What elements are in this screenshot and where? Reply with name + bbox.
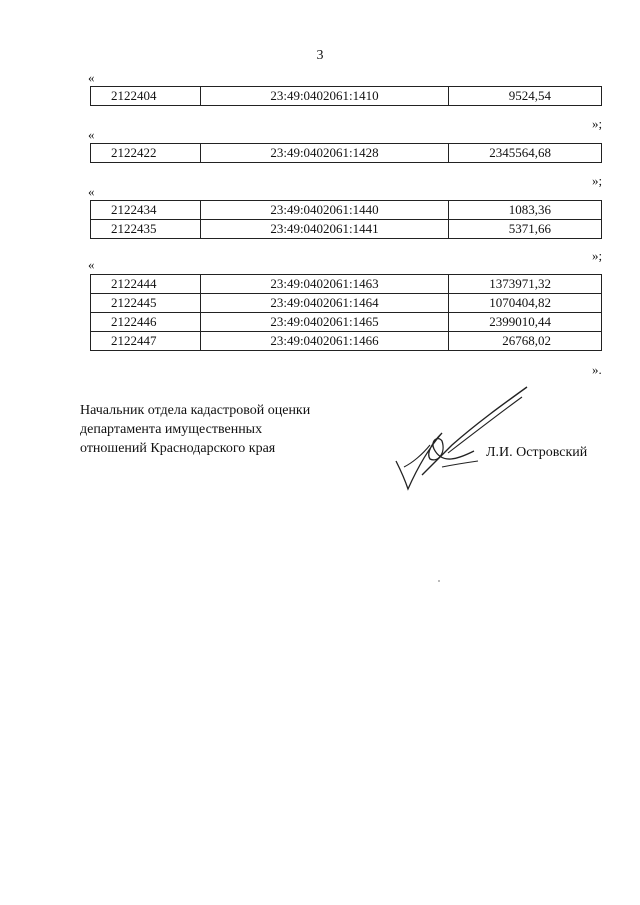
signatory-title-line: отношений Краснодарского края <box>80 441 276 456</box>
cadastral-number-cell: 23:49:0402061:1465 <box>201 313 449 332</box>
open-quote: « <box>88 70 95 85</box>
cadastral-number-cell: 23:49:0402061:1440 <box>201 201 449 220</box>
code-cell: 2122447 <box>91 332 201 351</box>
close-quote: »; <box>592 173 603 188</box>
table-row <box>91 201 602 220</box>
signatory-title-line: департамента имущественных <box>80 422 263 437</box>
table-row <box>91 144 602 163</box>
data-table <box>90 86 602 106</box>
code-cell: 2122446 <box>91 313 201 332</box>
close-quote: »; <box>592 116 603 131</box>
value-cell: 2399010,44 <box>449 313 602 332</box>
table-row <box>91 313 602 332</box>
cadastral-number-cell: 23:49:0402061:1464 <box>201 294 449 313</box>
table-row <box>91 87 602 106</box>
value-cell: 1070404,82 <box>449 294 602 313</box>
table-row <box>91 220 602 239</box>
table-row <box>91 294 602 313</box>
signatory-name: Л.И. Островский <box>486 445 588 460</box>
value-cell: 9524,54 <box>449 87 602 106</box>
value-cell: 5371,66 <box>449 220 602 239</box>
close-quote: »; <box>592 248 603 263</box>
open-quote: « <box>88 257 95 272</box>
value-cell: 26768,02 <box>449 332 602 351</box>
cadastral-number-cell: 23:49:0402061:1463 <box>201 275 449 294</box>
table-row <box>91 275 602 294</box>
cadastral-number-cell: 23:49:0402061:1410 <box>201 87 449 106</box>
open-quote: « <box>88 127 95 142</box>
code-cell: 2122445 <box>91 294 201 313</box>
data-table <box>90 274 602 351</box>
cadastral-number-cell: 23:49:0402061:1441 <box>201 220 449 239</box>
value-cell: 2345564,68 <box>449 144 602 163</box>
data-table <box>90 143 602 163</box>
code-cell: 2122434 <box>91 201 201 220</box>
code-cell: 2122435 <box>91 220 201 239</box>
cadastral-number-cell: 23:49:0402061:1428 <box>201 144 449 163</box>
open-quote: « <box>88 184 95 199</box>
code-cell: 2122444 <box>91 275 201 294</box>
value-cell: 1373971,32 <box>449 275 602 294</box>
value-cell: 1083,36 <box>449 201 602 220</box>
cadastral-number-cell: 23:49:0402061:1466 <box>201 332 449 351</box>
close-quote: ». <box>592 362 602 377</box>
data-table <box>90 200 602 239</box>
code-cell: 2122404 <box>91 87 201 106</box>
code-cell: 2122422 <box>91 144 201 163</box>
handwritten-signature <box>382 383 542 493</box>
signatory-title <box>80 401 310 458</box>
page-number: 3 <box>316 48 324 63</box>
table-row <box>91 332 602 351</box>
scan-speck <box>438 580 440 582</box>
signatory-title-line: Начальник отдела кадастровой оценки <box>80 403 311 418</box>
